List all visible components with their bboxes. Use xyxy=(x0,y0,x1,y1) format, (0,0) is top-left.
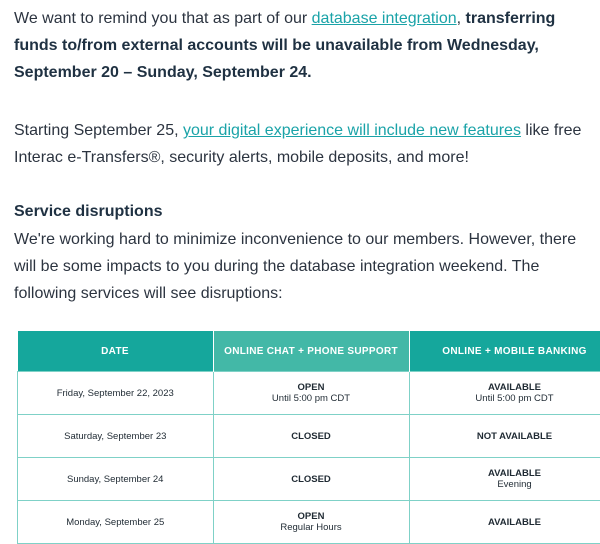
chat-status-cell xyxy=(213,415,409,458)
banking-status-cell xyxy=(409,458,600,501)
reminder-text: We want to remind you that as part of our xyxy=(14,10,312,27)
chat-status: OPEN xyxy=(214,511,409,522)
features-text-start: Starting September 25, xyxy=(14,122,183,139)
reminder-comma: , xyxy=(457,10,466,27)
table-row xyxy=(18,501,600,544)
row-date: Sunday, September 24 xyxy=(18,458,214,501)
reminder-bold-text: transferring funds to/from external accounts will be unavailable from Wednesday, September 20 – Sunday, September 24. xyxy=(14,10,555,81)
chat-status-cell xyxy=(213,372,409,415)
chat-status-detail: Regular Hours xyxy=(214,522,409,533)
chat-status-detail: Until 5:00 pm CDT xyxy=(214,393,409,404)
features-text-end: like free Interac e-Transfers®, security alerts, mobile deposits, and more! xyxy=(14,122,581,166)
row-date: Saturday, September 23 xyxy=(18,415,214,458)
disruptions-paragraph: We're working hard to minimize inconvenience to our members. However, there will be some impacts to you during the database integration weekend. The following services will see disruptions: xyxy=(14,226,600,307)
chat-status-cell xyxy=(213,501,409,544)
banking-status-detail: Until 5:00 pm CDT xyxy=(410,393,600,404)
header-chat-phone: ONLINE CHAT + PHONE SUPPORT xyxy=(213,331,409,372)
banking-status: AVAILABLE xyxy=(410,382,600,393)
chat-status: OPEN xyxy=(214,382,409,393)
banking-status: NOT AVAILABLE xyxy=(410,431,600,442)
banking-status-cell xyxy=(409,372,600,415)
service-disruptions-heading: Service disruptions xyxy=(14,201,163,223)
header-date: DATE xyxy=(18,331,214,372)
service-disruptions-table xyxy=(17,331,600,544)
header-banking: ONLINE + MOBILE BANKING xyxy=(409,331,600,372)
database-integration-link[interactable]: database integration xyxy=(312,10,457,27)
chat-status: CLOSED xyxy=(214,431,409,442)
chat-status-cell xyxy=(213,458,409,501)
banking-status: AVAILABLE xyxy=(410,468,600,479)
reminder-paragraph xyxy=(14,5,600,86)
row-date: Monday, September 25 xyxy=(18,501,214,544)
chat-status: CLOSED xyxy=(214,474,409,485)
table-row xyxy=(18,415,600,458)
table-row xyxy=(18,458,600,501)
features-paragraph xyxy=(14,117,600,171)
banking-status-cell xyxy=(409,501,600,544)
banking-status-cell xyxy=(409,415,600,458)
banking-status-detail: Evening xyxy=(410,479,600,490)
table-row xyxy=(18,372,600,415)
row-date: Friday, September 22, 2023 xyxy=(18,372,214,415)
banking-status: AVAILABLE xyxy=(410,517,600,528)
new-features-link[interactable]: your digital experience will include new features xyxy=(183,122,521,139)
table-header-row xyxy=(18,331,600,372)
